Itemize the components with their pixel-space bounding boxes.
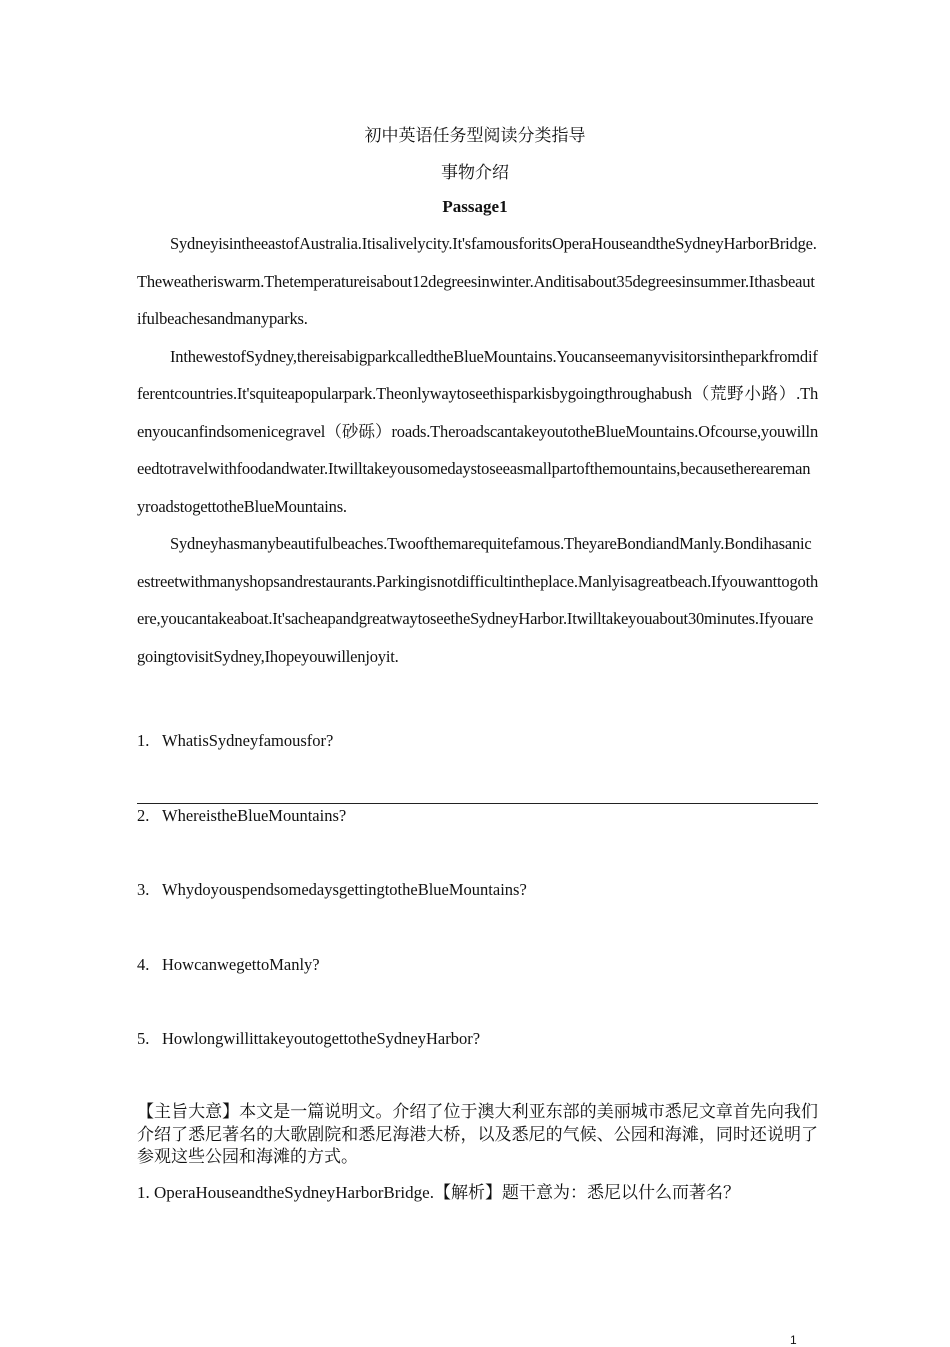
summary-paragraph: 【主旨大意】本文是一篇说明文。介绍了位于澳大利亚东部的美丽城市悉尼文章首先向我们介绍了悉尼著名的大歌剧院和悉尼海港大桥，以及悉尼的气候、公园和海滩，同时还说明了参观这些公园和海滩的方式。 (137, 1102, 818, 1166)
question-number: 2. (137, 806, 150, 825)
question-text: WhereistheBlueMountains? (162, 806, 347, 825)
question-number: 1. (137, 731, 150, 750)
question-1 (137, 731, 333, 751)
question-3 (137, 880, 527, 900)
passage-body (137, 225, 818, 675)
page-number: 1 (790, 1333, 797, 1347)
passage-paragraph-2: InthewestofSydney,thereisabigparkcalledtheBlueMountains.Youcanseemanyvisitorsintheparkfromdifferentcountries.It'squiteapopularpark.Theonlywaytoseethisparkisbygoingthroughabush（荒野小路）.Thenyoucanfindsomenicegravel（砂砾）roads.TheroadscantakeyoutotheBlueMountains.Ofcourse,youwillneedtotravelwithfoodandwater.Itwilltakeyousomedaystoseeasmallpartofthemountains,becausetherearemanyroadstogettotheBlueMountains. (137, 346, 818, 516)
question-2 (137, 806, 346, 826)
passage-paragraph-1: SydneyisintheeastofAustralia.Itisalivelycity.It'sfamousforitsOperaHouseandtheSydneyHarborBridge.Theweatheriswarm.Thetemperatureisabout12degreesinwinter.Anditisabout35degreesinsummer.Ithasbeautifulbeachesandmanyparks. (137, 234, 817, 328)
question-text: WhatisSydneyfamousfor? (162, 731, 334, 750)
answer-line (137, 803, 818, 804)
document-subtitle: 事物介绍 (441, 163, 509, 182)
question-number: 5. (137, 1029, 150, 1048)
passage-paragraph-3: Sydneyhasmanybeautifulbeaches.Twoofthemarequitefamous.TheyareBondiandManly.Bondihasanicestreetwithmanyshopsandrestaurants.Parkingisnotdifficultintheplace.Manlyisagreatbeach.Ifyouwanttogothere,youcantakeaboat.It'sacheapandgreatwaytoseetheSydneyHarbor.Itwilltakeyouabout30minutes.IfyouaregoingtovisitSydney,Ihopeyouwillenjoyit. (137, 534, 819, 666)
question-4 (137, 955, 320, 975)
question-5 (137, 1029, 480, 1049)
question-text: WhydoyouspendsomedaysgettingtotheBlueMountains? (162, 880, 527, 899)
question-text: HowlongwillittakeyoutogettotheSydneyHarbor? (162, 1029, 481, 1048)
question-text: HowcanwegettoManly? (162, 955, 320, 974)
passage-label: Passage1 (442, 197, 508, 216)
question-number: 4. (137, 955, 150, 974)
answer-1: 1. OperaHouseandtheSydneyHarborBridge.【解析】题干意为：悉尼以什么而著名？ (137, 1183, 740, 1202)
document-title: 初中英语任务型阅读分类指导 (364, 126, 586, 145)
question-number: 3. (137, 880, 150, 899)
